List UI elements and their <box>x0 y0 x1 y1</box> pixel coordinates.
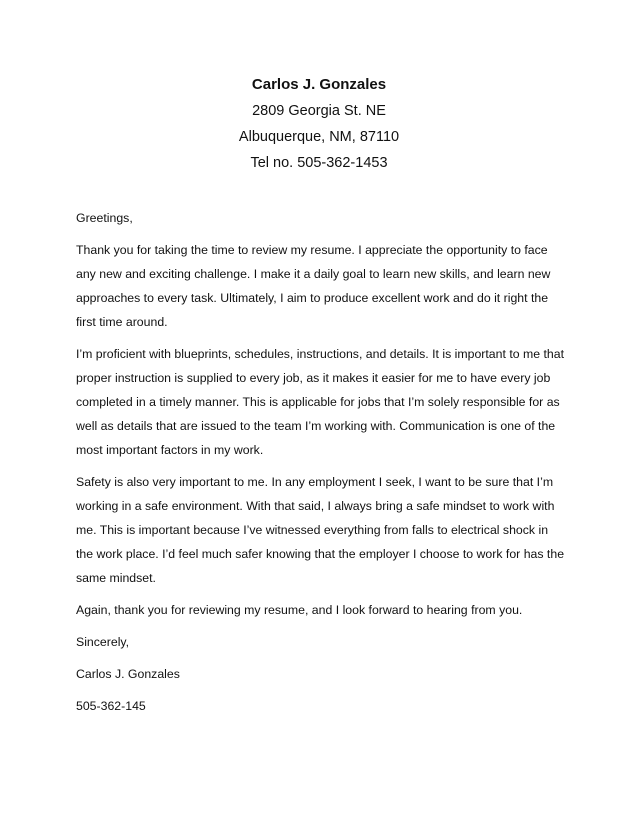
signature-name: Carlos J. Gonzales <box>76 667 180 681</box>
greeting: Greetings, <box>76 211 133 225</box>
closing: Sincerely, <box>76 635 130 649</box>
sender-name: Carlos J. Gonzales <box>251 76 387 93</box>
paragraph-thanks: Again, thank you for reviewing my resume, and I look forward to hearing from you. <box>76 603 523 617</box>
sender-city: Albuquerque, NM, 87110 <box>238 129 400 145</box>
sender-phone: Tel no. 505-362-1453 <box>250 155 388 171</box>
paragraph-safety: Safety is also very important to me. In any employment I seek, I want to be sure that I’m working in a safe environment. With that said, I always bring a safe mindset to work with me. This is important because I’ve witnessed everything from falls to electrical shock in the work place. I’d feel much safer knowing that the employer I choose to work for has the same mindset. <box>76 475 565 585</box>
letter-body <box>76 206 566 726</box>
signature-phone: 505-362-145 <box>76 699 146 713</box>
paragraph-intro: Thank you for taking the time to review my resume. I appreciate the opportunity to face any new and exciting challenge. I make it a daily goal to learn new skills, and learn new approaches to every task. Ultimately, I aim to produce excellent work and do it right the first time around. <box>76 243 551 329</box>
paragraph-skills: I’m proficient with blueprints, schedules, instructions, and details. It is important to me that proper instruction is supplied to every job, as it makes it easier for me to have every job completed in a timely manner. This is applicable for jobs that I’m solely responsible for as well as details that are issued to the team I’m working with. Communication is one of the most important factors in my work. <box>76 347 565 457</box>
sender-street: 2809 Georgia St. NE <box>252 103 386 119</box>
letter-header <box>0 72 638 176</box>
